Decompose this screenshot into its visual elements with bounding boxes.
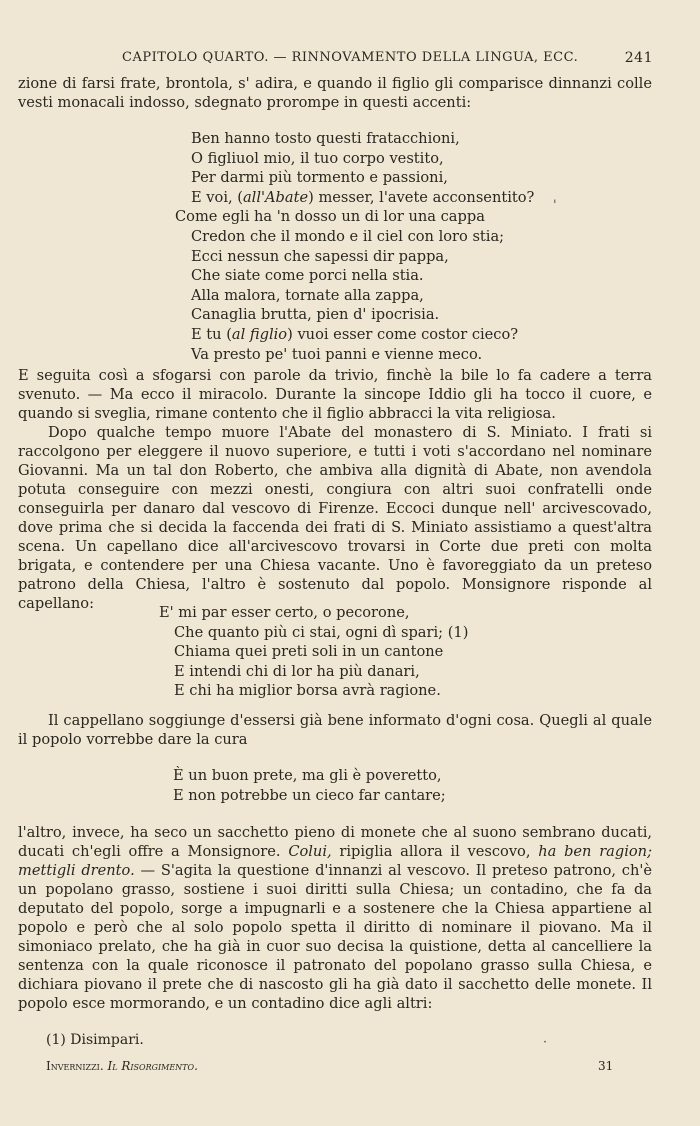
printing-mark: ' — [553, 198, 557, 213]
verse-line: Che siate come porci nella stia. — [191, 267, 424, 285]
verse-line: Per darmi più tormento e passioni, — [191, 169, 448, 187]
quoted-speech: Colui, — [288, 843, 332, 860]
verse-block-1 — [175, 129, 535, 364]
verse-line: Chiama quei preti soli in un cantone — [174, 643, 444, 661]
paragraph-1-text: zione di farsi frate, brontola, s' adira, e quando il figlio gli comparisce dinnanzi colle vesti monacali indosso, sdegnato prorompe in questi accenti: — [18, 75, 652, 111]
verse-line: Canaglia brutta, pien d' ipocrisia. — [191, 306, 440, 324]
verse-line: È un buon prete, ma gli è poveretto, — [173, 767, 442, 784]
footnote: (1) Disimpari. — [46, 1032, 144, 1048]
verse-line: E' mi par esser certo, o pecorone, — [159, 604, 410, 621]
verse-line: Credon che il mondo e il ciel con loro stia; — [191, 227, 505, 245]
verse-line: Ecci nessun che sapessi dir pappa, — [191, 247, 449, 265]
paragraph-4 — [18, 711, 652, 749]
verse-line: E non potrebbe un cieco far cantare; — [173, 786, 446, 804]
stage-direction: all'Abate — [242, 188, 309, 206]
verse-line: E tu (al figlio) vuoi esser come costor cieco? — [191, 325, 519, 343]
page-number: 241 — [624, 50, 653, 66]
running-title: CAPITOLO QUARTO. — RINNOVAMENTO DELLA LINGUA, ECC. — [122, 50, 579, 65]
stage-direction: al figlio — [231, 325, 288, 343]
verse-line: E chi ha miglior borsa avrà ragione. — [174, 682, 441, 700]
paragraph-1 — [18, 74, 652, 112]
footer-author: Invernizzi. Il Risorgimento. — [46, 1059, 198, 1073]
verse-line: Ben hanno tosto questi fratacchioni, — [191, 130, 460, 147]
signature-mark: 31 — [598, 1059, 614, 1073]
verse-line: E voi, (all'Abate) messer, l'avete acconsentito? — [191, 188, 535, 206]
paragraph-5-text: l'altro, invece, ha seco un sacchetto pieno di monete che al suono sembrano ducati, ducati ch'egli offre a Monsignore. Colui, ripiglia allora il vescovo, ha ben ragion; mettigli drento. — S'agita la questione d'innanzi al vescovo. Il preteso patrono, ch'è un popolano grasso, sostiene i suoi diritti sulla Chiesa; un contadino, che fa da deputato del popolo, sorge a impugnarli e a sostenere che la Chiesa appartiene al popolo e però che al solo popolo spetta il diritto di nominare il piovano. Ma il simoniaco prelato, che ha già in cuor suo decisa la quistione, detta al cancelliere la sentenza con la quale riconosce il patronato del popolano grasso sulla Chiesa, e dichiara piovano il prete che di nascosto gli ha già dato il sacchetto delle monete. Il popolo esce mormorando, e un contadino dice agli altri: — [18, 824, 652, 1012]
verse-line: Va presto pe' tuoi panni e vienne meco. — [191, 345, 483, 363]
paragraph-4-text: Il cappellano soggiunge d'essersi già bene informato d'ogni cosa. Quegli al quale il popolo vorrebbe dare la cura — [18, 712, 652, 748]
verse-block-2 — [159, 603, 468, 701]
verse-line: O figliuol mio, il tuo corpo vestito, — [191, 149, 444, 167]
verse-line: Come egli ha 'n dosso un di lor una cappa — [175, 208, 485, 226]
printing-mark: · — [543, 1035, 548, 1050]
footer-book-title: Il Risorgimento. — [107, 1059, 198, 1073]
verse-line: Che quanto più ci stai, ogni dì spari; (1) — [174, 623, 469, 641]
paragraph-2 — [18, 366, 652, 613]
verse-block-3 — [173, 766, 446, 805]
verse-line: Alla malora, tornate alla zappa, — [191, 286, 424, 304]
paragraph-2-text: E seguita così a sfogarsi con parole da trivio, finchè la bile lo fa cadere a terra svenuto. — Ma ecco il miracolo. Durante la sincope Iddio gli ha tocco il cuore, e quando si sveglia, rimane contento che il figlio abbracci la vita religiosa. — [18, 367, 652, 422]
page-header — [0, 50, 700, 70]
verse-line: E intendi chi di lor ha più danari, — [174, 662, 420, 680]
paragraph-5 — [18, 823, 652, 1013]
quoted-speech: ha ben ragion; mettigli drento. — [18, 843, 652, 879]
paragraph-3-text: Dopo qualche tempo muore l'Abate del monastero di S. Miniato. I frati si raccolgono per eleggere il nuovo superiore, e tutti i voti s'accordano nel nominare Giovanni. Ma un tal don Roberto, che ambiva alla dignità di Abate, non avendola potuta conseguire con mezzi onesti, congiura con altri suoi confratelli onde conseguirla per danaro dal vescovo di Firenze. Eccoci dunque nell' arcivescovado, dove prima che si decida la faccenda dei frati di S. Miniato assistiamo a quest'altra scena. Un capellano dice all'arcivescovo trovarsi in Corte due preti con molta brigata, e contendere per una Chiesa vacante. Uno è favoreggiato da un preteso patrono della Chiesa, l'altro è sostenuto dal popolo. Monsignore risponde al capellano: — [18, 424, 652, 612]
